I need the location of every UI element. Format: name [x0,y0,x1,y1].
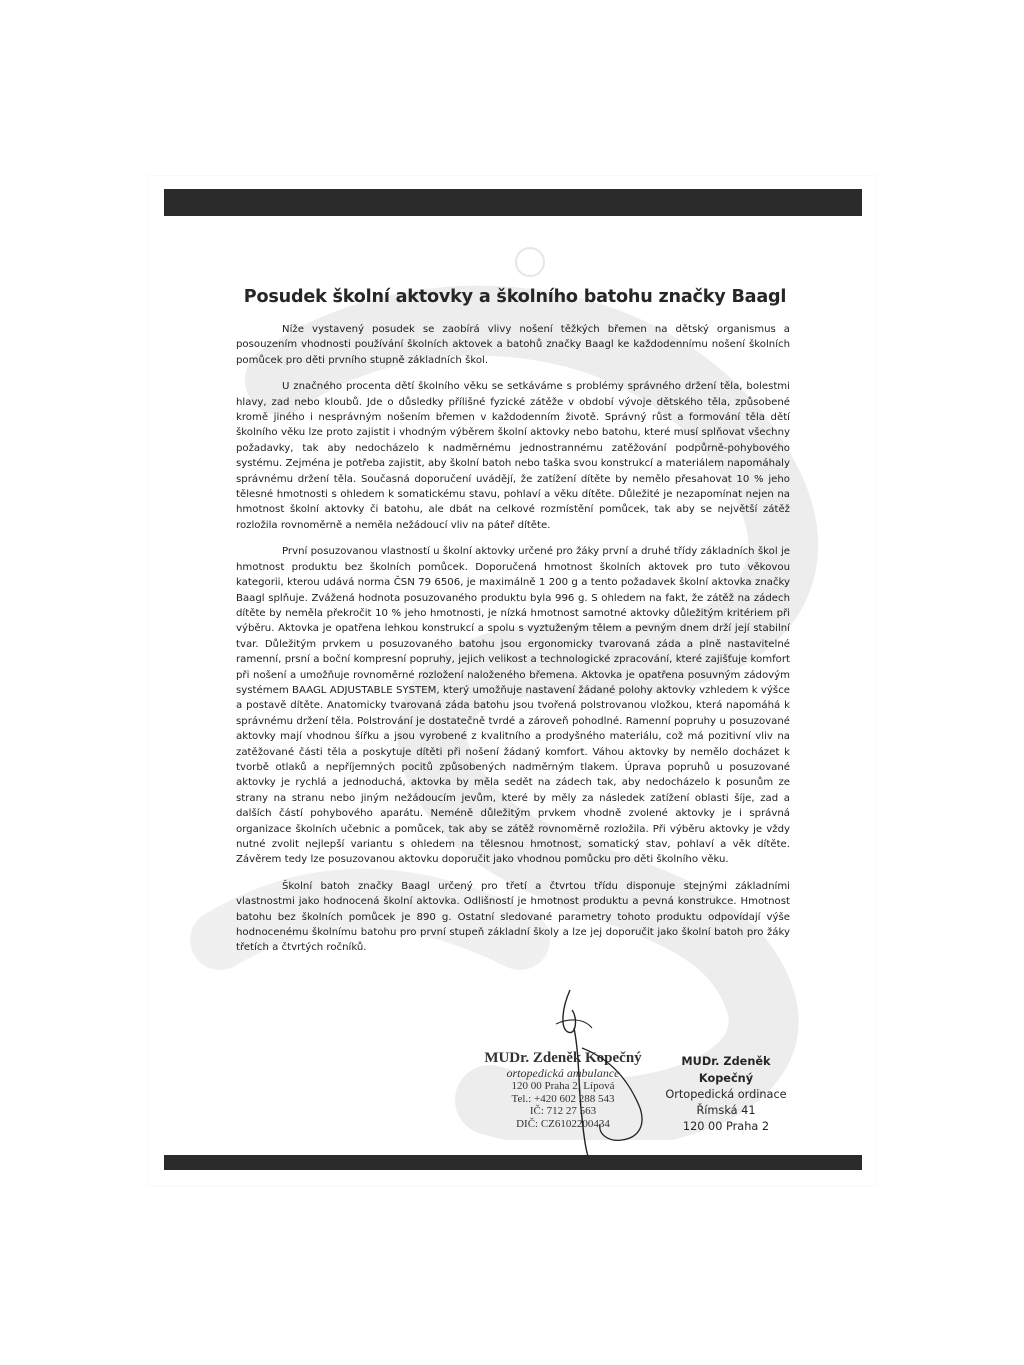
paragraph-posture: U značného procenta dětí školního věku se setkáváme s problémy správného držení těla, bolestmi hlavy, zad nebo kloubů. Jde o důsledky přílišné fyzické zátěže v období vývoje dětského těla, způsobené kromě jiného i nesprávným nošením břemen v každodenním životě. Správný růst a formování těla dětí školního věku lze proto zajistit i vhodným výběrem školní aktovky nebo batohu, které musí splňovat všechny požadavky, tak aby nedocházelo k nadměrnému jednostrannému zatěžování podpůrně-pohybového systému. Zejména je potřeba zajistit, aby školní batoh nebo taška svou konstrukcí a materiálem napomáhaly správnému držení těla. Současná doporučení uvádějí, že zatížení dítěte by nemělo přesahovat 10 % jeho tělesné hmotnosti s ohledem k somatickému stavu, pohlaví a věku dítěte. Důležité je nezapomínat nejen na hmotnost školní aktovky či batohu, ale dbát na celkové rozmístění pomůcek, tak aby se největší zátěž rozložila rovnoměrně a neměla nežádoucí vliv na páteř dítěte. [236,381,790,531]
doctor-address [656,1053,796,1134]
paragraph-intro: Níže vystavený posudek se zaobírá vlivy nošení těžkých břemen na dětský organismus a posouzením vhodnosti používání školních aktovek a batohů značky Baagl ke každodennímu nošení školních pomůcek pro děti prvního stupně základních škol. [236,324,790,366]
header-band [164,189,862,216]
address-city: 120 00 Praha 2 [682,1119,770,1133]
document-body [236,322,790,967]
stamp-address: 120 00 Praha 2, Lípová [511,1079,615,1092]
doctor-stamp [470,1049,656,1131]
stamp-phone: Tel.: +420 602 288 543 [511,1092,615,1105]
address-name: MUDr. Zdeněk Kopečný [681,1055,771,1085]
paragraph-backpack: Školní batoh značky Baagl určený pro třetí a čtvrtou třídu disponuje stejnými základními vlastnostmi jako hodnocená školní aktovka. Odlišností je hmotnost produktu a pevná konstrukce. Hmotnost batohu bez školních pomůcek je 890 g. Ostatní sledované parametry tohoto produktu odpovídají výše hodnocenému školnímu batohu pro první stupeň základní školy a lze jej doporučit jako školní batoh pro žáky třetích a čtvrtých ročníků. [236,880,790,954]
document-title: Posudek školní aktovky a školního batohu značky Baagl [243,287,787,307]
stamp-name: MUDr. Zdeněk Kopečný [484,1050,642,1066]
stamp-dic: DIČ: CZ6102200434 [516,1118,610,1131]
paragraph-school-bag: První posuzovanou vlastností u školní aktovky určené pro žáky první a druhé třídy základních škol je hmotnost produktu bez školních pomůcek. Doporučená hmotnost školních aktovek pro tuto věkovou kategorii, kterou udává norma ČSN 79 6506, je maximálně 1 200 g a tento požadavek školní aktovka značky Baagl splňuje. Zvážená hodnota posuzovaného produktu byla 996 g. S ohledem na fakt, že zátěž na zádech dítěte by neměla překročit 10 % jeho hmotnosti, je nízká hmotnost samotné aktovky důležitým kritériem při výběru. Aktovka je opatřena lehkou konstrukcí a spolu s vyztuženým tělem a pevným dnem drží její stabilní tvar. Důležitým prvkem u posuzovaného batohu jsou ergonomicky tvarovaná záda a plně nastavitelné ramenní, prsní a boční kompresní popruhy, jejich velikost a technologické zpracování, které zajišťuje komfort při nošení a umožňuje rovnoměrné rozložení naloženého břemena. Aktovka je opatřena posuvným zádovým systémem BAAGL ADJUSTABLE SYSTEM, který umožňuje nastavení žádané polohy aktovky vzhledem k výšce a postavě dítěte. Anatomicky tvarovaná záda batohu jsou tvořená polstrovanou vložkou, která napomáhá k správnému držení těla. Polstrování je dostatečně tvrdé a zároveň pohodlné. Ramenní popruhy u posuzované aktovky mají vhodnou šířku a jsou vyrobené z kvalitního a prodyšného materiálu, což má pozitivní vliv na zatěžované části těla a poskytuje dítěti při nošení žádaný komfort. Váhou aktovky by nemělo docházet k tvorbě otlaků a nepříjemných pocitů způsobených nadměrným tlakem. Úprava popruhů u posuzované aktovky je rychlá a jednoduchá, aktovka by měla sedět na zádech tak, aby nedocházelo k posunům ze strany na stranu nebo jiným nežádoucím jevům, které by měly za následek zatížení oblasti šíje, zad a dalších částí pohybového aparátu. Neméně důležitým prvkem vhodně zvolené aktovky je i správná organizace školních učebnic a pomůcek, tak aby se zátěž rovnoměrně rozložila. Při výběru aktovky je vždy nutné zvolit nejlepší variantu s ohledem na tělesnou hmotnost, somatický stav, pohlaví a věk dítěte. Závěrem tedy lze posuzovanou aktovku doporučit jako vhodnou pomůcku pro děti školního věku. [236,546,790,866]
address-street: Římská 41 [696,1103,756,1117]
stamp-ic: IČ: 712 27 563 [529,1105,597,1118]
address-office: Ortopedická ordinace [665,1088,787,1101]
footer-band [164,1155,862,1170]
stamp-subtitle: ortopedická ambulance [506,1066,620,1080]
